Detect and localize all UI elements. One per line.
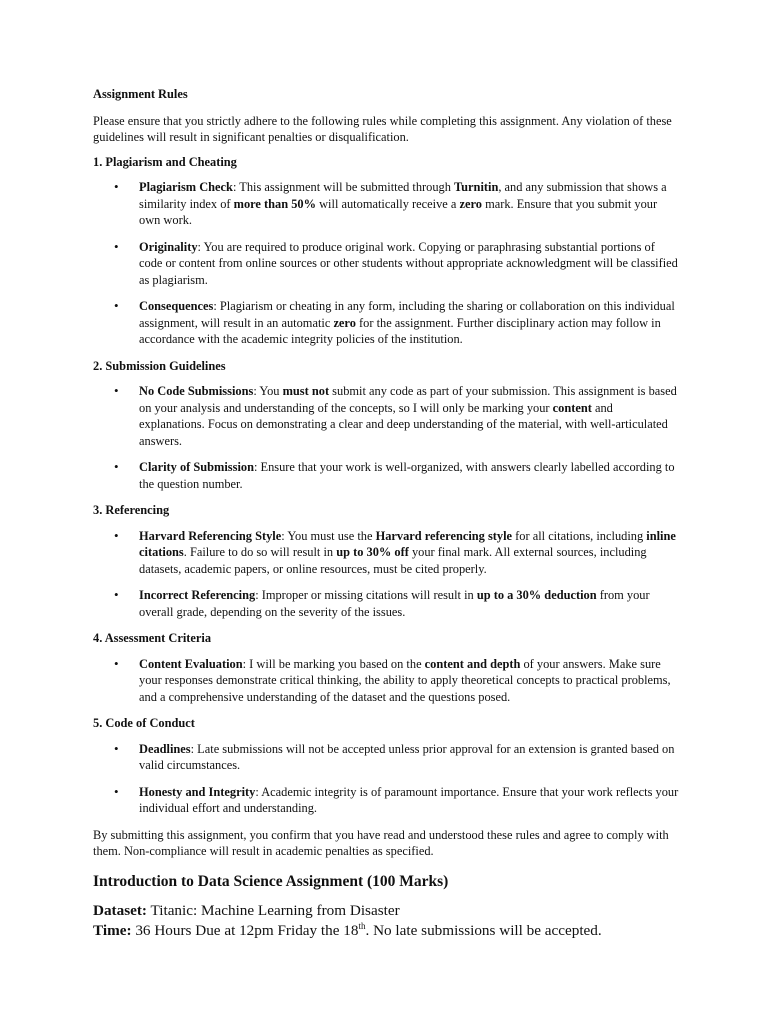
rule-text: : Ensure that your work is well-organized, with answers clearly labelled according to the question number.	[139, 460, 675, 491]
rule-bold-text: Harvard referencing style	[375, 528, 513, 543]
rule-bold-text: Harvard Referencing Style	[139, 528, 282, 543]
rule-item	[93, 298, 679, 348]
dataset-line	[93, 901, 679, 921]
doc-title: Assignment Rules	[93, 87, 188, 101]
rule-item	[93, 383, 679, 449]
rule-bold-text: inline citations	[139, 528, 676, 559]
rule-bold-text: No Code Submissions	[139, 384, 254, 398]
rule-text: your final mark. All external sources, including datasets, academic papers, or online resources, must be cited properly.	[139, 545, 647, 576]
section-heading: 5. Code of Conduct	[93, 716, 195, 730]
rule-bold-text: zero	[459, 196, 482, 211]
rule-bold-text: Honesty and Integrity	[139, 784, 256, 799]
rule-text: : You must use the	[281, 528, 376, 543]
time-superscript: th	[358, 920, 366, 931]
rule-list	[93, 528, 679, 621]
rule-text: : Plagiarism or cheating in any form, including the sharing or collaboration on this individual assignment, will result in an automatic	[139, 299, 675, 330]
section-heading: 2. Submission Guidelines	[93, 358, 226, 373]
rule-bold-text: up to a 30% deduction	[476, 588, 597, 602]
rule-item	[93, 741, 679, 774]
rule-text: for all citations, including	[512, 528, 647, 543]
rule-bold-text: Clarity of Submission	[139, 460, 254, 474]
time-line	[93, 921, 679, 941]
rule-text: : You are required to produce original work. Copying or paraphrasing substantial portions of code or content from online sources or other students without appropriate acknowledgment will be classified as plagiarism.	[139, 239, 678, 287]
section-heading: 1. Plagiarism and Cheating	[93, 154, 237, 169]
rule-item	[93, 784, 679, 817]
assignment-title: Introduction to Data Science Assignment (100 Marks)	[93, 872, 449, 890]
time-value: 36 Hours Due at 12pm Friday the 18	[131, 921, 359, 939]
rule-list	[93, 383, 679, 492]
document-body	[93, 86, 679, 941]
rule-bold-text: Consequences	[139, 299, 214, 313]
rule-list	[93, 179, 679, 348]
time-value-end: . No late submissions will be accepted.	[365, 921, 602, 939]
rule-item	[93, 528, 679, 578]
rule-text: of your answers. Make sure your responses demonstrate critical thinking, the ability to apply theoretical concepts to practical problems, and a comprehensive understanding of the dataset and the questions posed.	[139, 656, 671, 704]
closing-paragraph: By submitting this assignment, you confirm that you have read and understood these rules and agree to comply with them. Non-compliance will result in academic penalties as specified.	[93, 827, 669, 858]
rule-text: : You	[253, 384, 283, 398]
rule-text: submit any code as part of your submission. This assignment is based on your analysis and understanding of the concepts, so I will only be marking your	[139, 384, 677, 415]
section-heading: 4. Assessment Criteria	[93, 631, 212, 645]
rule-text: : Academic integrity is of paramount importance. Ensure that your work reflects your individual effort and understanding.	[139, 784, 679, 815]
section-heading: 3. Referencing	[93, 503, 170, 517]
rule-list	[93, 656, 679, 706]
dataset-value: Titanic: Machine Learning from Disaster	[146, 901, 400, 919]
rule-bold-text: Turnitin	[454, 180, 499, 194]
rule-text: : Improper or missing citations will result in	[255, 588, 477, 602]
rule-bold-text: zero	[333, 315, 356, 330]
rule-text: . Failure to do so will result in	[183, 545, 337, 559]
rule-bold-text: content	[552, 400, 592, 415]
rule-text: for the assignment. Further disciplinary action may follow in accordance with the academic integrity policies of the institution.	[139, 315, 661, 346]
rule-text: and explanations. Focus on demonstrating a clear and deep understanding of the material, with well-articulated answers.	[139, 400, 668, 448]
rule-text: : Late submissions will not be accepted unless prior approval for an extension is granted based on valid circumstances.	[139, 741, 675, 772]
rule-bold-text: Content Evaluation	[139, 656, 243, 671]
rule-bold-text: Plagiarism Check	[139, 180, 233, 194]
rule-item	[93, 179, 679, 229]
intro-paragraph: Please ensure that you strictly adhere to the following rules while completing this assignment. Any violation of these guidelines will result in significant penalties or disqualification.	[93, 113, 672, 144]
rule-item	[93, 459, 679, 492]
rule-bold-text: more than 50%	[233, 196, 317, 211]
rule-item	[93, 239, 679, 289]
time-label: Time:	[93, 921, 132, 939]
rule-bold-text: up to 30% off	[336, 545, 409, 559]
rule-item	[93, 656, 679, 706]
rule-text: from your overall grade, depending on the severity of the issues.	[139, 588, 650, 619]
rule-text: will automatically receive a	[316, 196, 460, 211]
rule-text: , and any submission that shows a similarity index of	[139, 180, 667, 211]
dataset-label: Dataset:	[93, 901, 147, 919]
rule-text: : I will be marking you based on the	[242, 656, 425, 671]
rule-bold-text: content and depth	[424, 656, 521, 671]
rule-bold-text: must not	[282, 384, 330, 398]
rules-sections	[93, 154, 679, 817]
rule-bold-text: Originality	[139, 239, 198, 254]
rule-text: : This assignment will be submitted through	[232, 180, 455, 194]
rule-item	[93, 587, 679, 620]
rule-text: mark. Ensure that you submit your own work.	[139, 196, 658, 227]
rule-bold-text: Incorrect Referencing	[139, 588, 256, 602]
rule-bold-text: Deadlines	[139, 741, 191, 756]
rule-list	[93, 741, 679, 817]
